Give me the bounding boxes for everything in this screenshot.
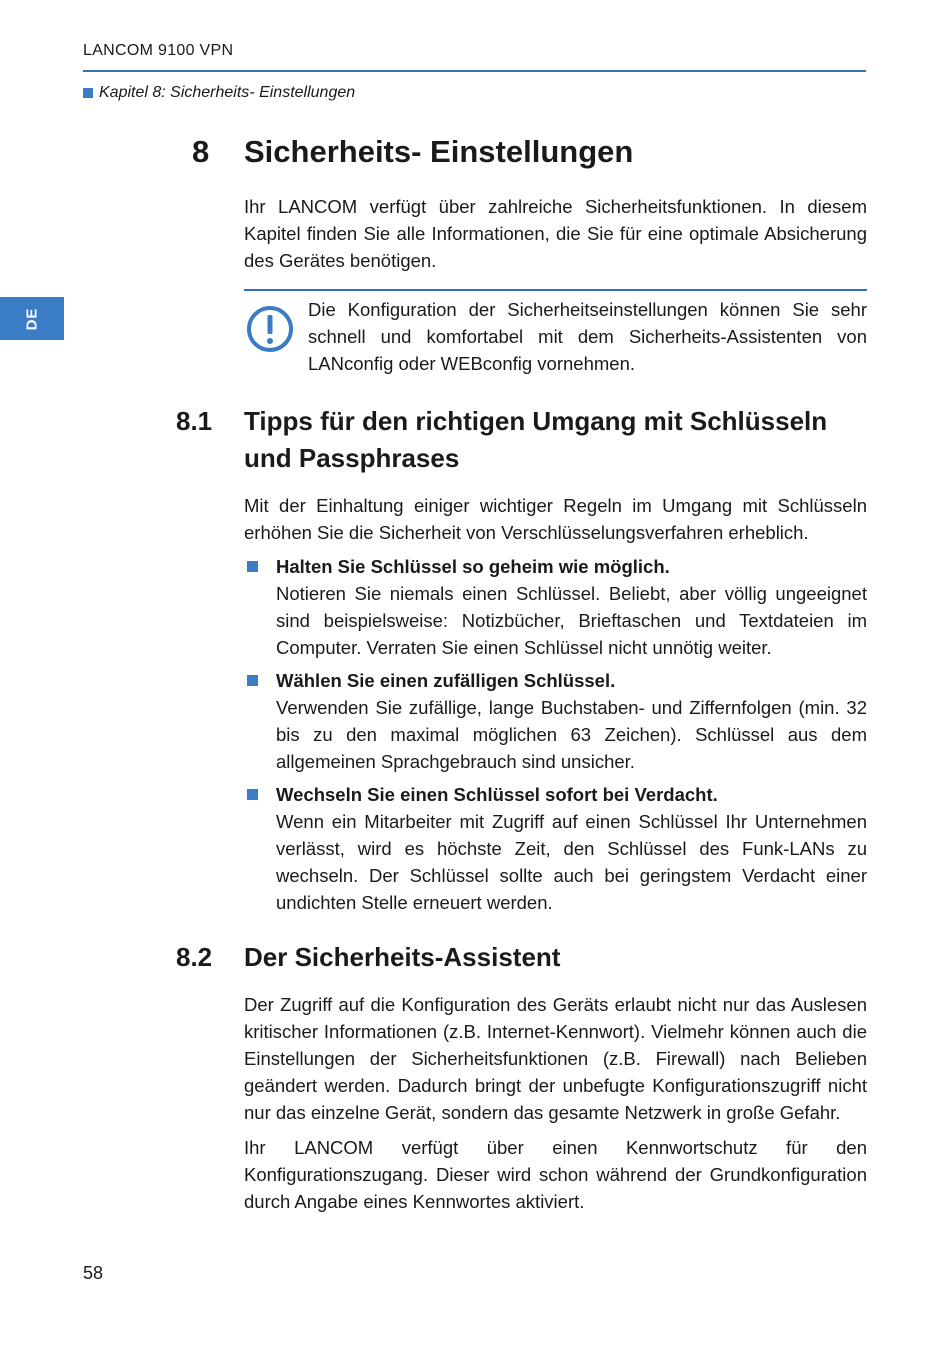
list-item-body: Verwenden Sie zufällige, lange Buchstaben- und Ziffernfolgen (min. 32 bis zu den maximal möglichen 63 Zeichen). Schlüssel aus dem allgemeinen Sprachgebrauch sind unsicher. [276,697,867,772]
note-text: Die Konfiguration der Sicherheitseinstellungen können Sie sehr schnell und komfortabel mit dem Sicherheits-Assistenten von LANconfig oder WEBconfig vornehmen. [308,299,867,374]
section-title: Der Sicherheits-Assistent [244,942,561,972]
section-intro: Mit der Einhaltung einiger wichtiger Regeln im Umgang mit Schlüsseln erhöhen Sie die Sicherheit von Verschlüsselungsverfahren erheblich. [244,495,867,543]
header-divider [83,70,866,72]
list-item-heading: Wählen Sie einen zufälligen Schlüssel. [276,670,616,691]
note-divider [244,289,867,291]
section-number: 8.1 [176,406,213,436]
breadcrumb [83,84,355,102]
language-tab-label: DE [23,307,41,330]
section-title: Tipps für den richtigen Umgang mit Schlüsseln und Passphrases [244,406,828,473]
list-item-body: Wenn ein Mitarbeiter mit Zugriff auf einen Schlüssel Ihr Unternehmen verlässt, wird es höchste Zeit, den Schlüssel des Funk-LANs zu wechseln. Der Schlüssel sollte auch bei geringstem Verdacht einer undichten Stelle erneuert werden. [276,811,867,913]
list-item-body: Notieren Sie niemals einen Schlüssel. Beliebt, aber völlig ungeeignet sind beispielsweise: Notizbücher, Brieftaschen und Textdateien im Computer. Verraten Sie einen Schlüssel nicht unnötig weiter. [276,583,867,658]
exclamation-circle-icon [245,304,295,354]
language-tab [0,297,64,340]
section-paragraph: Der Zugriff auf die Konfiguration des Geräts erlaubt nicht nur das Auslesen kritischer Informationen (z.B. Internet-Kennwort). Vielmehr können auch die Einstellungen der Sicherheitsfunktionen (z.B. Firewall) nach Belieben geändert werden. Dadurch bringt der unbefugte Konfigurationszugriff nicht nur das einzelne Gerät, sondern das gesamte Netzwerk in große Gefahr. [244,994,867,1123]
chapter-number: 8 [192,134,210,169]
section-number: 8.2 [176,942,213,972]
list-item-heading: Wechseln Sie einen Schlüssel sofort bei Verdacht. [276,784,718,805]
bullet-square-icon [247,789,258,800]
header-product-name: LANCOM 9100 VPN [83,42,234,59]
chapter-intro: Ihr LANCOM verfügt über zahlreiche Sicherheitsfunktionen. In diesem Kapitel finden Sie alle Informationen, die Sie für eine optimale Absicherung des Gerätes benötigen. [244,196,867,271]
chapter-title: Sicherheits- Einstellungen [244,134,634,169]
bullet-square-icon [247,561,258,572]
section-paragraph: Ihr LANCOM verfügt über einen Kennwortschutz für den Konfigurationszugang. Dieser wird schon während der Grundkonfiguration durch Angabe eines Kennwortes aktiviert. [244,1137,867,1212]
breadcrumb-text: Kapitel 8: Sicherheits- Einstellungen [99,84,356,101]
page-number: 58 [83,1263,104,1283]
breadcrumb-square-icon [83,88,93,98]
bullet-square-icon [247,675,258,686]
list-item-heading: Halten Sie Schlüssel so geheim wie möglich. [276,556,670,577]
